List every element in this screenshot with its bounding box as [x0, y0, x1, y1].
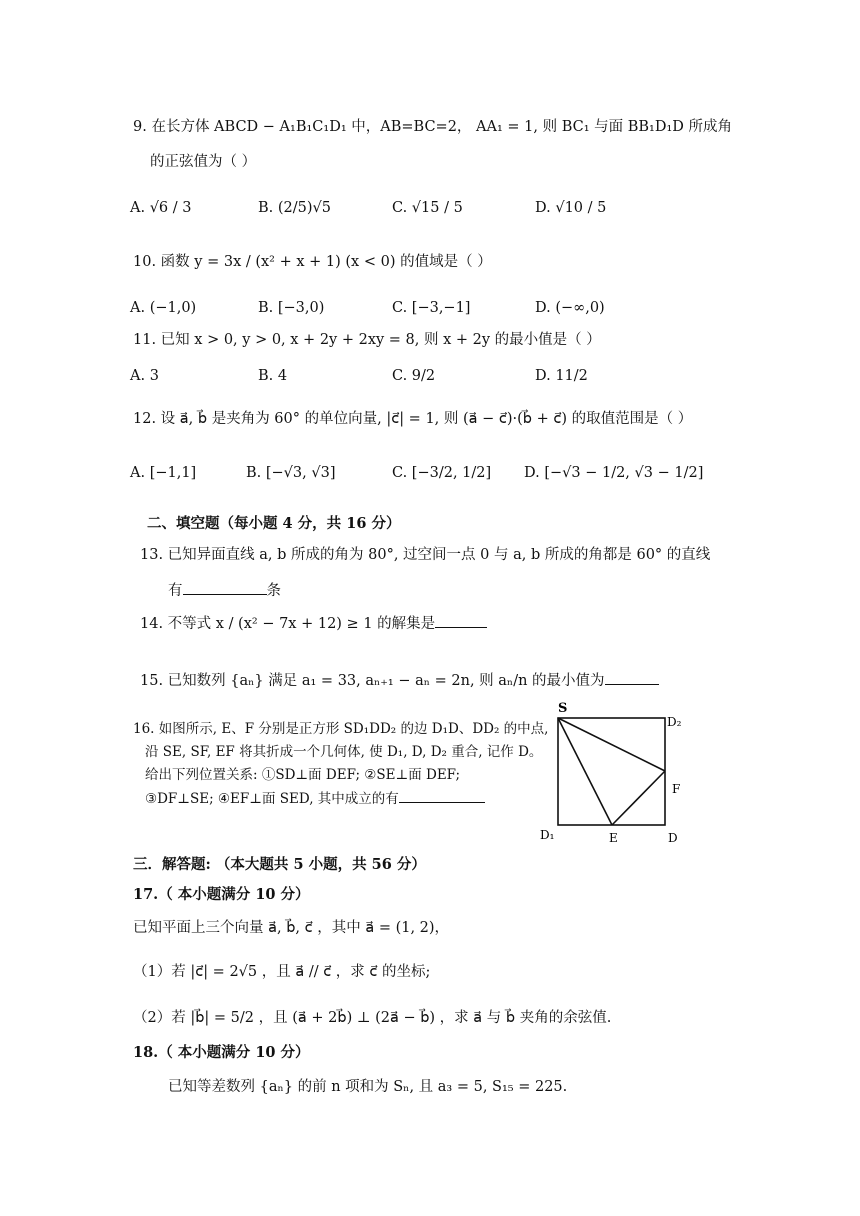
q16-line2: 沿 SE, SF, EF 将其折成一个几何体, 使 D₁, D, D₂ 重合, 记作 D。: [145, 744, 543, 760]
q15-text: 15. 已知数列 {aₙ} 满足 a₁ = 33, aₙ₊₁ − aₙ = 2n, 则 aₙ/n 的最小值为: [140, 673, 605, 689]
square-outline: [558, 718, 665, 825]
section2-heading: 二、填空题（每小题 4 分，共 16 分）: [147, 515, 401, 532]
q17-stem: 已知平面上三个向量 a⃗, b⃗, c⃗ ，其中 a⃗ = (1, 2)，: [133, 920, 450, 936]
q9-option-c: C. √15 / 5: [392, 200, 463, 216]
q10-option-b: B. [−3,0): [258, 300, 325, 316]
q11-option-a: A. 3: [130, 368, 159, 384]
label-d1: D₁: [540, 828, 555, 842]
q10-option-a: A. (−1,0): [130, 300, 197, 316]
q15-answer-blank[interactable]: [605, 670, 659, 685]
q16-line3: 给出下列位置关系: ①SD⊥面 DEF; ②SE⊥面 DEF;: [145, 767, 461, 783]
segment-se: [558, 718, 612, 825]
q12-option-c: C. [−3/2, 1/2]: [392, 465, 492, 481]
section3-heading: 三．解答题: （本大题共 5 小题，共 56 分）: [133, 856, 426, 873]
q18-stem: 已知等差数列 {aₙ} 的前 n 项和为 Sₙ, 且 a₃ = 5, S₁₅ = 225.: [168, 1079, 568, 1095]
q11-option-d: D. 11/2: [535, 368, 588, 384]
q13-line2-post: 条: [266, 583, 281, 599]
q18-heading: 18.（ 本小题满分 10 分）: [133, 1044, 310, 1061]
q11-option-b: B. 4: [258, 368, 288, 384]
label-f: F: [672, 782, 681, 796]
q14-answer-blank[interactable]: [435, 613, 487, 628]
q12-option-a: A. [−1,1]: [130, 465, 197, 481]
q17-part2: （2）若 |b⃗| = 5/2 ，且 (a⃗ + 2b⃗) ⊥ (2a⃗ − b⃗) ，求 a⃗ 与 b⃗ 夹角的余弦值.: [133, 1010, 612, 1026]
q16-line4-wrap: [145, 788, 485, 809]
label-d: D: [668, 831, 678, 845]
q13-line1: 13. 已知异面直线 a, b 所成的角为 80°, 过空间一点 0 与 a, b 所成的角都是 60° 的直线: [140, 547, 711, 563]
q12-option-d: D. [−√3 − 1/2, √3 − 1/2]: [524, 465, 704, 481]
segment-sf: [558, 718, 665, 771]
q16-square-figure: [530, 696, 700, 846]
q9-line2: 的正弦值为（ ）: [150, 154, 257, 170]
q15-line: [140, 670, 659, 691]
q13-answer-blank[interactable]: [183, 580, 267, 595]
q14-text: 14. 不等式 x / (x² − 7x + 12) ≥ 1 的解集是: [140, 616, 436, 632]
q12-text: 12. 设 a⃗, b⃗ 是夹角为 60° 的单位向量, |c⃗| = 1, 则 (a⃗ − c⃗)·(b⃗ + c⃗) 的取值范围是（ ）: [133, 411, 693, 427]
label-d2: D₂: [667, 715, 682, 729]
q17-part1: （1）若 |c⃗| = 2√5 ，且 a⃗ // c⃗ ，求 c⃗ 的坐标;: [133, 964, 431, 980]
label-s: S: [558, 701, 568, 716]
q13-line2-pre: 有: [168, 583, 183, 599]
q16-answer-blank[interactable]: [399, 788, 485, 803]
q10-text: 10. 函数 y = 3x / (x² + x + 1) (x < 0) 的值域是（ ）: [133, 254, 492, 270]
q13-line2: [168, 580, 281, 601]
q16-line1: 16. 如图所示, E、F 分别是正方形 SD₁DD₂ 的边 D₁D、DD₂ 的中点,: [133, 721, 549, 737]
q17-heading: 17.（ 本小题满分 10 分）: [133, 886, 310, 903]
segment-ef: [612, 771, 665, 825]
q11-option-c: C. 9/2: [392, 368, 436, 384]
q9-line1: 9. 在长方体 ABCD − A₁B₁C₁D₁ 中，AB=BC=2， AA₁ = 1, 则 BC₁ 与面 BB₁D₁D 所成角: [133, 119, 733, 135]
q9-option-d: D. √10 / 5: [535, 200, 607, 216]
q14-line: [140, 613, 487, 634]
q9-option-b: B. (2/5)√5: [258, 200, 331, 216]
q10-option-c: C. [−3,−1]: [392, 300, 471, 316]
q12-option-b: B. [−√3, √3]: [246, 465, 336, 481]
q16-line4: ③DF⊥SE; ④EF⊥面 SED, 其中成立的有: [145, 791, 399, 807]
q10-option-d: D. (−∞,0): [535, 300, 605, 316]
q9-option-a: A. √6 / 3: [130, 200, 192, 216]
q11-text: 11. 已知 x > 0, y > 0, x + 2y + 2xy = 8, 则 x + 2y 的最小值是（ ）: [133, 332, 601, 348]
label-e: E: [609, 831, 618, 845]
